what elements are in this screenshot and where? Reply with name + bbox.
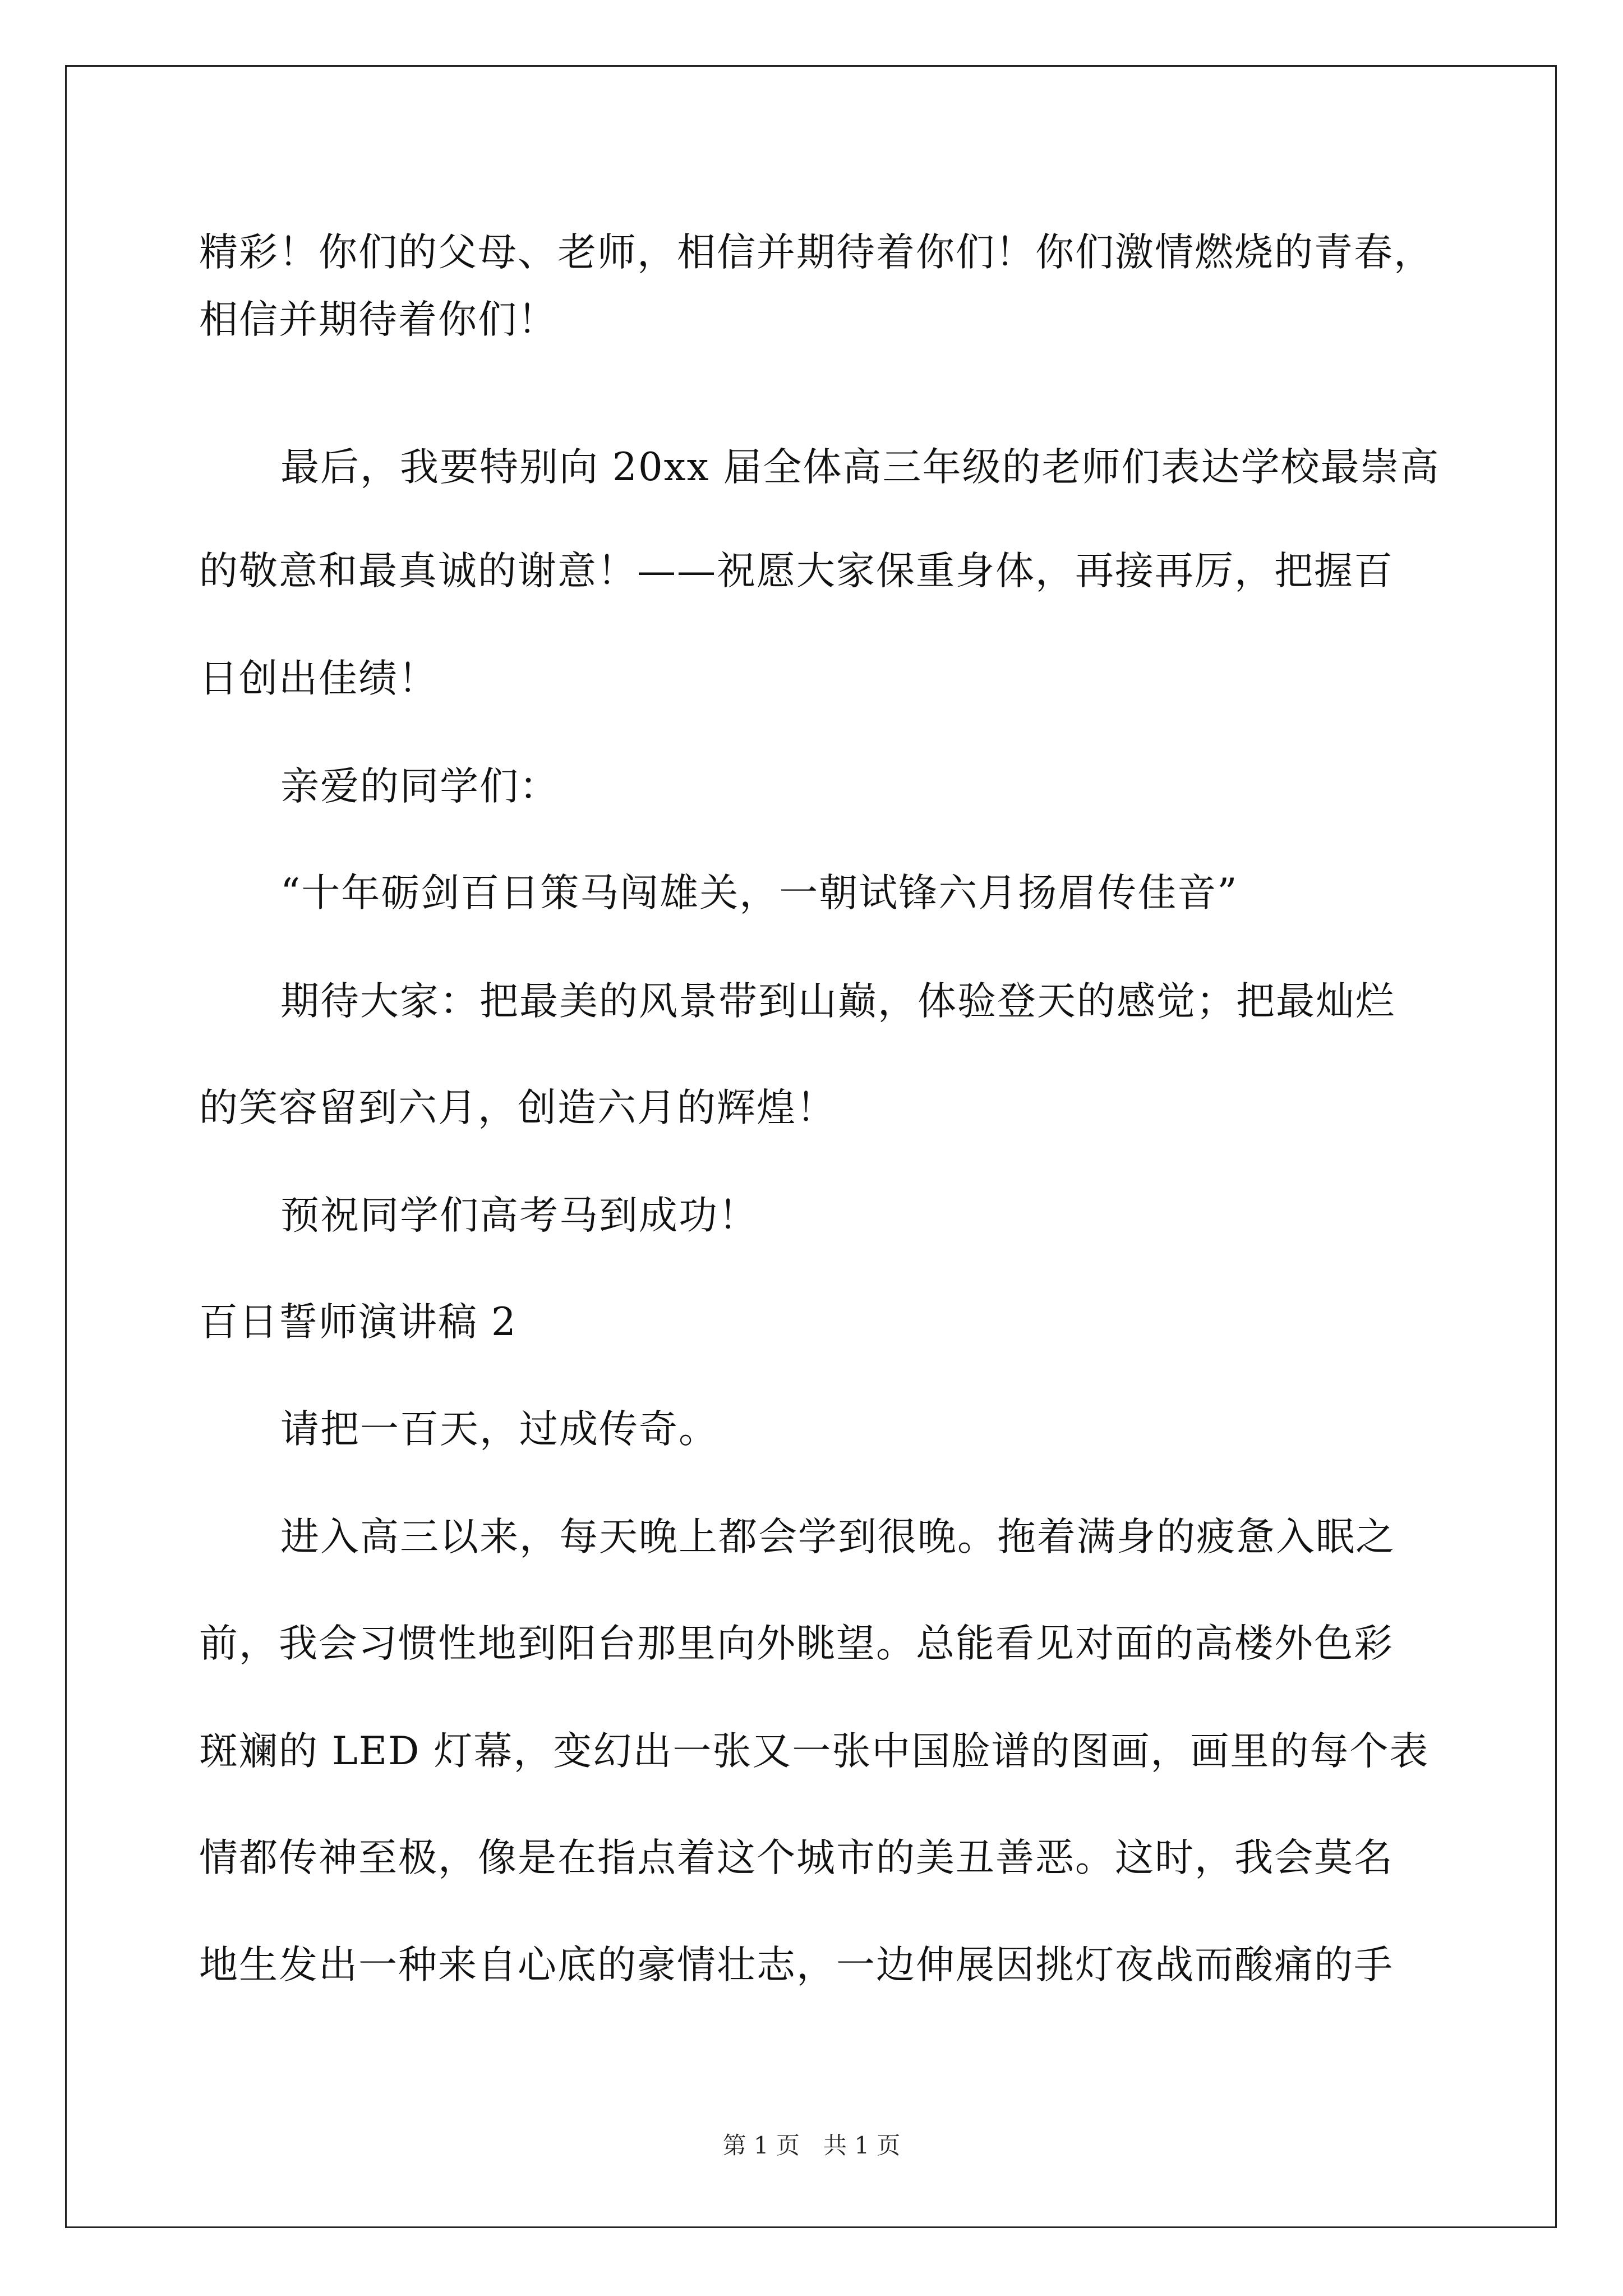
section-heading: 百日誓师演讲稿 2 [199, 1300, 517, 1345]
body-line: 相信并期待着你们！ [199, 297, 557, 342]
body-line: 情都传神至极，像是在指点着这个城市的美丑善恶。这时，我会莫名 [199, 1835, 1394, 1880]
body-line: 的笑容留到六月，创造六月的辉煌！ [199, 1085, 836, 1130]
paragraph-first-line: 期待大家：把最美的风景带到山巅，体验登天的感觉；把最灿烂 [280, 979, 1395, 1024]
paragraph-first-line: 请把一百天，过成传奇。 [280, 1407, 718, 1452]
body-line: 的敬意和最真诚的谢意！——祝愿大家保重身体，再接再厉，把握百 [199, 549, 1394, 593]
quote-line: “十年砺剑百日策马闯雄关，一朝试锋六月扬眉传佳音” [280, 871, 1238, 915]
body-line: 日创出佳绩！ [199, 656, 438, 701]
paragraph-first-line: 预祝同学们高考马到成功！ [280, 1193, 758, 1238]
body-line: 地生发出一种来自心底的豪情壮志，一边伸展因挑灯夜战而酸痛的手 [199, 1943, 1394, 1987]
page-border [65, 65, 1557, 2228]
body-line: 前，我会习惯性地到阳台那里向外眺望。总能看见对面的高楼外色彩 [199, 1621, 1394, 1666]
paragraph-first-line: 进入高三以来，每天晚上都会学到很晚。拖着满身的疲惫入眠之 [280, 1515, 1395, 1559]
body-line: 精彩！你们的父母、老师，相信并期待着你们！你们激情燃烧的青春， [199, 230, 1433, 275]
body-line: 斑斓的 LED 灯幕，变幻出一张又一张中国脸谱的图画，画里的每个表 [199, 1729, 1430, 1774]
paragraph-first-line: 最后，我要特别向 20xx 届全体高三年级的老师们表达学校最崇高 [280, 445, 1440, 490]
salutation: 亲爱的同学们： [280, 764, 559, 809]
page-footer: 第 1 页 共 1 页 [722, 2132, 901, 2159]
